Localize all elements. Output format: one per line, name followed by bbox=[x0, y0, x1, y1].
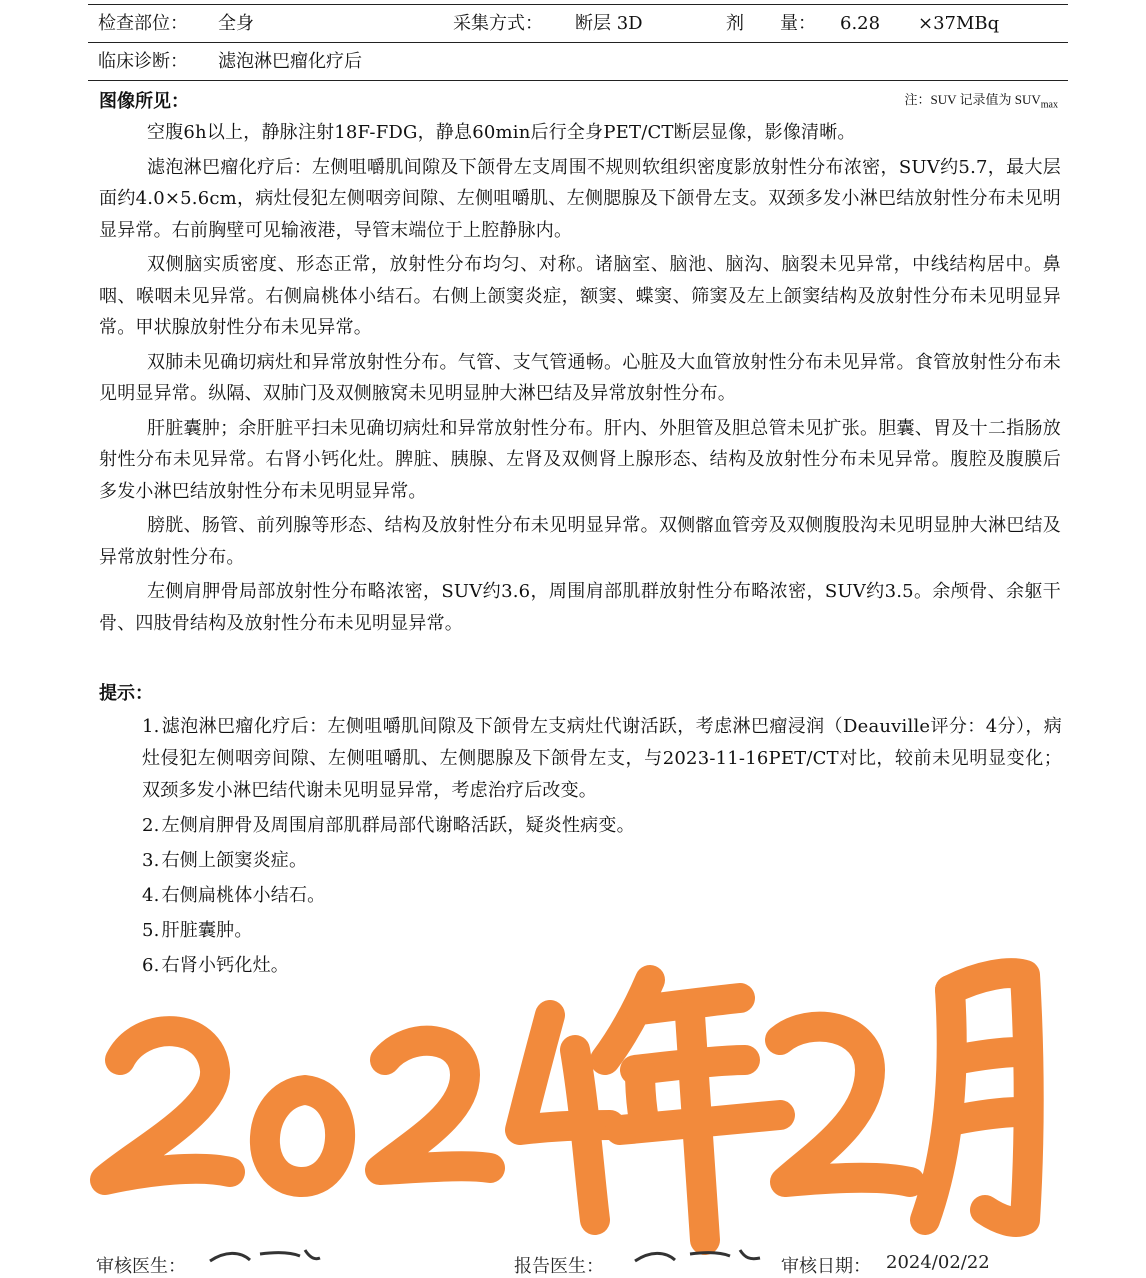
exam-info-row-2 bbox=[88, 43, 1068, 81]
impression-item-text: 滤泡淋巴瘤化疗后：左侧咀嚼肌间隙及下颌骨左支病灶代谢活跃，考虑淋巴瘤浸润（Deauville评分：4分），病灶侵犯左侧咽旁间隙、左侧咀嚼肌、左侧腮腺及下颌骨左支，与2023-11-16PET/CT对比，较前未见明显变化；双颈多发小淋巴结代谢未见明显异常，考虑治疗后改变。 bbox=[142, 716, 1062, 801]
impression-item-number: 5. bbox=[142, 920, 160, 941]
suv-note-text: 注：SUV 记录值为 SUV bbox=[904, 92, 1041, 107]
impression-item-text: 右侧扁桃体小结石。 bbox=[161, 885, 326, 906]
clinical-diagnosis-label: 临床诊断： bbox=[98, 51, 188, 72]
impression-item-number: 3. bbox=[142, 850, 160, 871]
exam-site-value: 全身 bbox=[218, 13, 254, 34]
reviewer-label: 审核医生： bbox=[96, 1256, 186, 1277]
impression-item bbox=[142, 880, 1062, 912]
dose-label: 剂 量： bbox=[726, 13, 816, 34]
findings-paragraph: 滤泡淋巴瘤化疗后：左侧咀嚼肌间隙及下颌骨左支周围不规则软组织密度影放射性分布浓密，SUV约5.7，最大层面约4.0×5.6cm，病灶侵犯左侧咽旁间隙、左侧咀嚼肌、左侧腮腺及下颌骨左支。双颈多发小淋巴结放射性分布未见明显异常。右前胸壁可见输液港，导管末端位于上腔静脉内。 bbox=[99, 156, 1061, 241]
impression-item bbox=[142, 845, 1062, 877]
findings-paragraph: 左侧肩胛骨局部放射性分布略浓密，SUV约3.6，周围肩部肌群放射性分布略浓密，SUV约3.5。余颅骨、余躯干骨、四肢骨结构及放射性分布未见明显异常。 bbox=[99, 581, 1061, 634]
impression-item-text: 左侧肩胛骨及周围肩部肌群局部代谢略活跃，疑炎性病变。 bbox=[161, 815, 635, 836]
exam-info-row-1 bbox=[88, 5, 1068, 43]
findings-title: 图像所见： bbox=[99, 91, 189, 112]
dose-unit: ×37MBq bbox=[918, 13, 1000, 34]
findings-paragraph: 肝脏囊肿；余肝脏平扫未见确切病灶和异常放射性分布。肝内、外胆管及胆总管未见扩张。胆囊、胃及十二指肠放射性分布未见异常。右肾小钙化灶。脾脏、胰腺、左肾及双侧肾上腺形态、结构及放射性分布未见异常。腹腔及腹膜后多发小淋巴结放射性分布未见明显异常。 bbox=[99, 417, 1061, 502]
exam-site-label: 检查部位： bbox=[98, 13, 188, 34]
review-date-label: 审核日期： bbox=[781, 1256, 871, 1277]
acquisition-method-value: 断层 3D bbox=[575, 13, 643, 34]
impression-item-text: 肝脏囊肿。 bbox=[161, 920, 253, 941]
impression-item-text: 右肾小钙化灶。 bbox=[161, 955, 289, 976]
exam-info-table bbox=[88, 4, 1068, 81]
impression-item-number: 1. bbox=[142, 716, 160, 737]
dose-value: 6.28 bbox=[840, 13, 881, 34]
clinical-diagnosis-value: 滤泡淋巴瘤化疗后 bbox=[218, 51, 362, 72]
review-date-value: 2024/02/22 bbox=[886, 1252, 990, 1273]
suv-note-subscript: max bbox=[1040, 99, 1058, 111]
suv-note bbox=[905, 89, 1059, 111]
impression-item-number: 2. bbox=[142, 815, 160, 836]
impression-title: 提示： bbox=[99, 683, 153, 704]
findings-paragraph: 空腹6h以上，静脉注射18F-FDG，静息60min后行全身PET/CT断层显像，影像清晰。 bbox=[147, 122, 856, 143]
reviewer-signature bbox=[205, 1246, 325, 1265]
acquisition-method-label: 采集方式： bbox=[453, 13, 543, 34]
impression-item-text: 右侧上颌窦炎症。 bbox=[161, 850, 308, 871]
impression-item bbox=[142, 810, 1062, 842]
findings-paragraph: 双肺未见确切病灶和异常放射性分布。气管、支气管通畅。心脏及大血管放射性分布未见异常。食管放射性分布未见明显异常。纵隔、双肺门及双侧腋窝未见明显肿大淋巴结及异常放射性分布。 bbox=[99, 351, 1061, 404]
findings-body bbox=[99, 117, 1061, 642]
impression-item-number: 4. bbox=[142, 885, 160, 906]
handwritten-date-annotation bbox=[80, 920, 1080, 1265]
findings-paragraph: 膀胱、肠管、前列腺等形态、结构及放射性分布未见明显异常。双侧髂血管旁及双侧腹股沟未见明显肿大淋巴结及异常放射性分布。 bbox=[99, 515, 1061, 568]
findings-paragraph: 双侧脑实质密度、形态正常，放射性分布均匀、对称。诸脑室、脑池、脑沟、脑裂未见异常，中线结构居中。鼻咽、喉咽未见异常。右侧扁桃体小结石。右侧上颌窦炎症，额窦、蝶窦、筛窦及左上颌窦结构及放射性分布未见明显异常。甲状腺放射性分布未见异常。 bbox=[99, 254, 1061, 338]
reporter-signature bbox=[630, 1246, 770, 1265]
impression-item-number: 6. bbox=[142, 955, 160, 976]
reporter-label: 报告医生： bbox=[514, 1256, 604, 1277]
impression-item bbox=[142, 711, 1062, 807]
